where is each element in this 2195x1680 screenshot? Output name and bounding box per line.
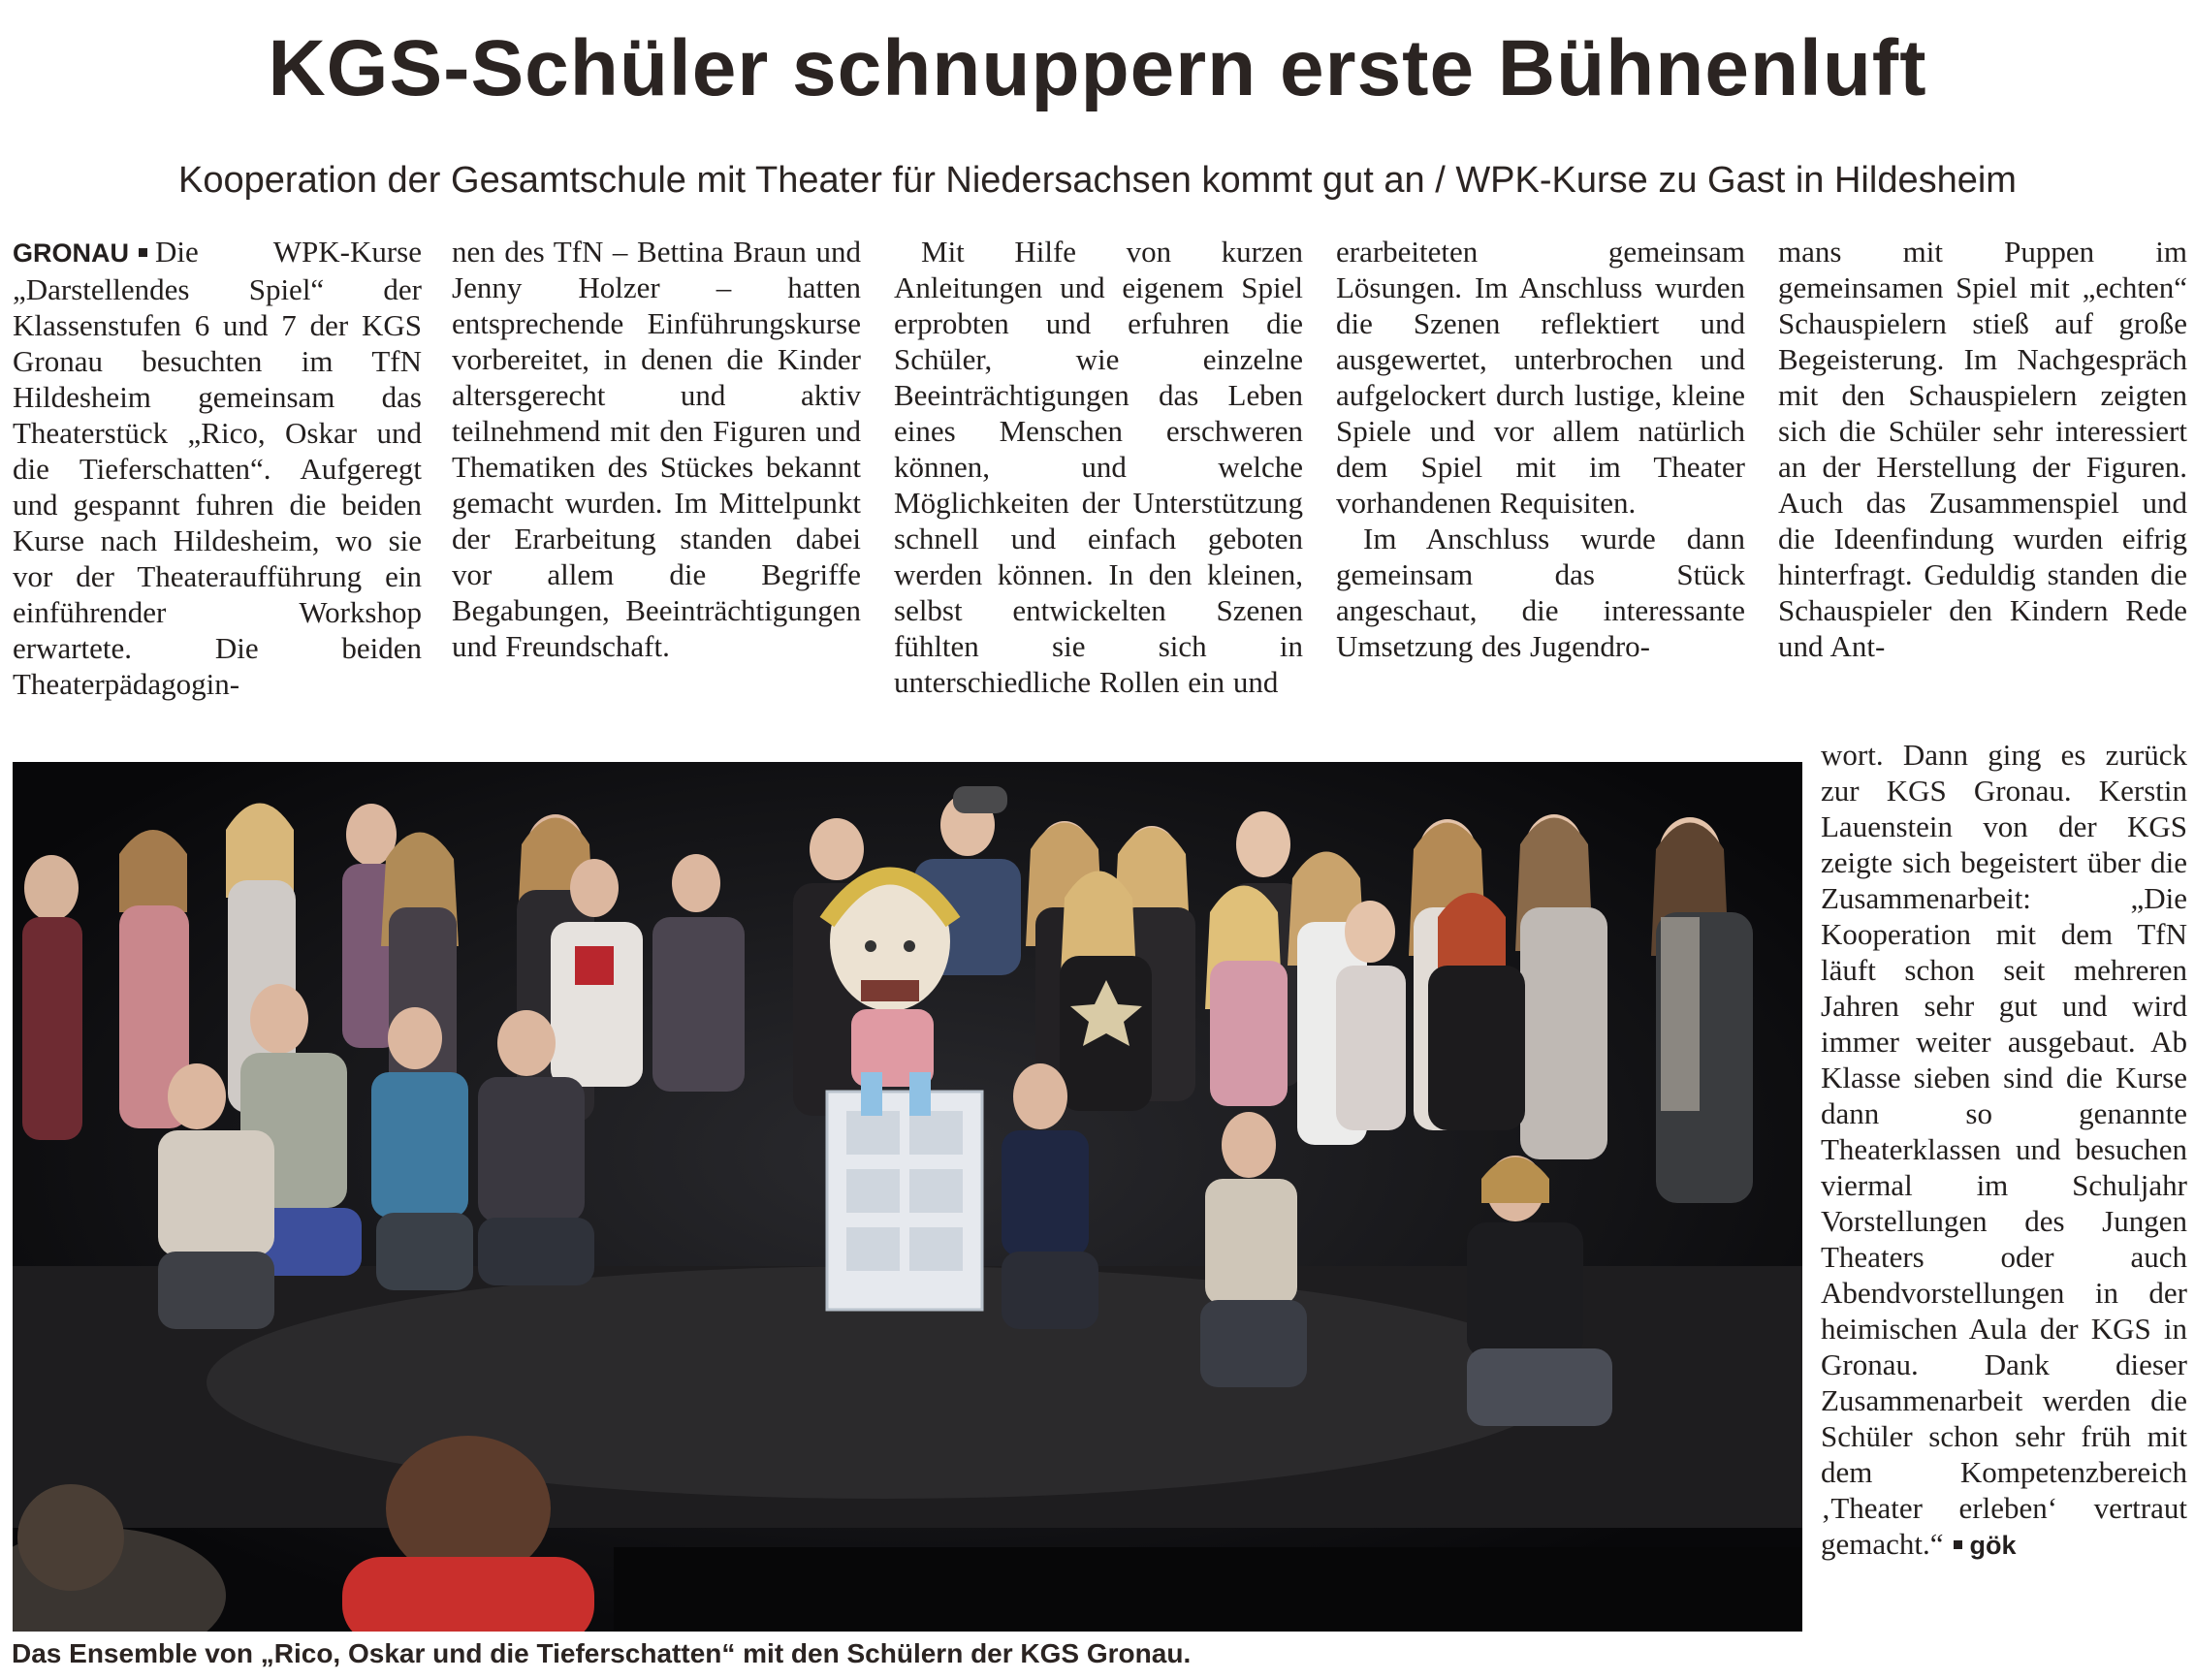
subheadline: Kooperation der Gesamtschule mit Theater für Niedersachsen kommt gut an / WPK-Kurse zu Gast in Hildesheim (178, 160, 2017, 201)
article-column-6 (1821, 737, 2187, 1564)
article-column-1 (13, 234, 422, 702)
article-column-3 (894, 234, 1303, 700)
headline: KGS-Schüler schnuppern erste Bühnenluft (268, 24, 1927, 112)
photo-caption: Das Ensemble von „Rico, Oskar und die Tieferschatten“ mit den Schülern der KGS Gronau. (12, 1638, 1192, 1668)
column-5-text: mans mit Puppen im gemeinsamen Spiel mit „echten“ Schauspielern stieß auf große Begeisterung. Im Nachgespräch mit den Schauspielern zeigten sich die Schüler sehr interessiert an der Herstellung der Figuren. Auch das Zusammenspiel und die Ideenfindung wurden eifrig hinterfragt. Geduldig standen die Schauspieler den Kindern Rede und Ant- (1778, 235, 2187, 663)
column-6-text: wort. Dann ging es zurück zur KGS Gronau. Kerstin Lauenstein von der KGS zeigte sich begeistert über die Zusammenarbeit: „Die Kooperation mit dem TfN läuft schon seit mehreren Jahren sehr gut und wird immer weiter ausgebaut. Ab Klasse sieben sind die Kurse dann so genannte Theaterklassen und besuchen viermal im Schuljahr Vorstellungen des Jungen Theaters oder auch Abendvorstellungen in der heimischen Aula der KGS in Gronau. Dank dieser Zusammenarbeit werden die Schüler schon sehr früh mit dem Kompetenzbereich ‚Theater erleben‘ vertraut gemacht.“ (1821, 738, 2187, 1561)
article-column-5 (1778, 234, 2187, 664)
article-column-4 (1336, 234, 1745, 664)
ensemble-photo (13, 762, 1802, 1632)
article-column-2 (452, 234, 861, 664)
stage-scene (13, 762, 1802, 1632)
column-1-text: Die WPK-Kurse „Darstellendes Spiel“ der Klassenstufen 6 und 7 der KGS Gronau besuchten im TfN Hildesheim gemeinsam das Theaterstück „Rico, Oskar und die Tieferschatten“. Aufgeregt und gespannt fuhren die beiden Kurse nach Hildesheim, wo sie vor der Theateraufführung ein einführender Workshop erwartete. Die beiden Theaterpädagogin- (13, 235, 422, 701)
dateline: GRONAU (13, 238, 129, 268)
dateline-bullet (139, 248, 147, 257)
author-signature: gök (1969, 1531, 2017, 1560)
column-4-text-a: erarbeiteten gemeinsam Lösungen. Im Anschluss wurden die Szenen reflektiert und ausgewertet, unterbrochen und aufgelockert durch lustige, kleine Spiele und vor allem natürlich dem Spiel mit im Theater vorhandenen Requisiten. (1336, 235, 1745, 520)
column-2-text: nen des TfN – Bettina Braun und Jenny Holzer – hatten entsprechende Einführungskurse vorbereitet, in denen die Kinder altersgerecht und aktiv teilnehmend mit den Figuren und Thematiken des Stückes bekannt gemacht wurden. Im Mittelpunkt der Erarbeitung standen dabei vor allem die Begriffe Begabungen, Beeinträchtigungen und Freundschaft. (452, 235, 861, 663)
column-3-text: Mit Hilfe von kurzen Anleitungen und eigenem Spiel erprobten und erfuhren die Schüler, wie einzelne Beeinträchtigungen das Leben eines Menschen erschweren können, und welche Möglichkeiten der Unterstützung schnell und einfach geboten werden können. In den kleinen, selbst entwickelten Szenen fühlten sie sich in unterschiedliche Rollen ein und (894, 235, 1303, 699)
column-4-text-b: Im Anschluss wurde dann gemeinsam das Stück angeschaut, die interessante Umsetzung des Jugendro- (1336, 522, 1745, 663)
signature-bullet (1954, 1540, 1962, 1549)
